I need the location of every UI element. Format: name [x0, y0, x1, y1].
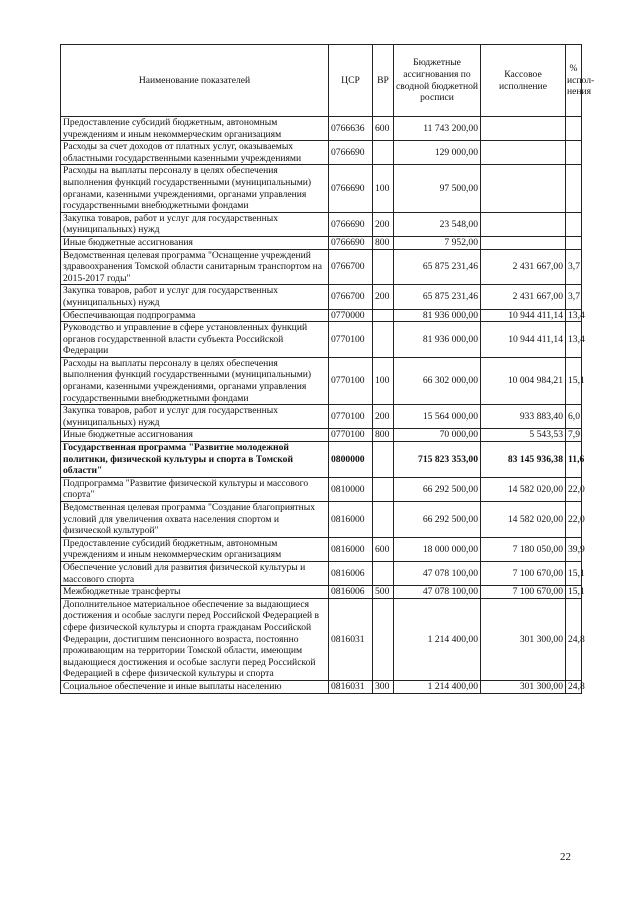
- cell-percent: 6,0: [566, 405, 582, 429]
- cell-planned: 66 292 500,00: [394, 502, 481, 538]
- cell-csr: 0770100: [329, 322, 373, 358]
- cell-percent: [566, 236, 582, 249]
- cell-name: Социальное обеспечение и иные выплаты населению: [61, 680, 329, 693]
- header-percent: % испол-нения: [566, 45, 582, 117]
- cell-percent: 7,9: [566, 429, 582, 442]
- cell-name: Иные бюджетные ассигнования: [61, 429, 329, 442]
- cell-vr: 600: [373, 537, 394, 561]
- cell-name: Закупка товаров, работ и услуг для государственных (муниципальных) нужд: [61, 212, 329, 236]
- cell-name: Предоставление субсидий бюджетным, автономным учреждениям и иным некоммерческим организациям: [61, 117, 329, 141]
- cell-csr: 0766690: [329, 212, 373, 236]
- table-row: [61, 442, 582, 478]
- cell-csr: 0816000: [329, 537, 373, 561]
- cell-vr: [373, 322, 394, 358]
- cell-planned: 81 936 000,00: [394, 309, 481, 322]
- cell-planned: 7 952,00: [394, 236, 481, 249]
- table-row: [61, 680, 582, 693]
- cell-executed: 301 300,00: [481, 598, 566, 680]
- cell-planned: 47 078 100,00: [394, 586, 481, 599]
- cell-planned: 11 743 200,00: [394, 117, 481, 141]
- cell-planned: 65 875 231,46: [394, 249, 481, 285]
- cell-csr: 0766690: [329, 236, 373, 249]
- cell-vr: [373, 598, 394, 680]
- cell-vr: 600: [373, 117, 394, 141]
- table-row: [61, 561, 582, 585]
- cell-planned: 81 936 000,00: [394, 322, 481, 358]
- cell-vr: 200: [373, 405, 394, 429]
- cell-executed: 10 004 984,21: [481, 357, 566, 404]
- cell-vr: 800: [373, 236, 394, 249]
- cell-percent: [566, 165, 582, 212]
- cell-percent: 13,4: [566, 309, 582, 322]
- cell-csr: 0766700: [329, 285, 373, 309]
- cell-percent: 15,1: [566, 357, 582, 404]
- header-executed: Кассовое исполнение: [481, 45, 566, 117]
- table-row: [61, 285, 582, 309]
- cell-executed: 2 431 667,00: [481, 285, 566, 309]
- table-row: [61, 117, 582, 141]
- cell-csr: 0816006: [329, 586, 373, 599]
- cell-csr: 0766690: [329, 165, 373, 212]
- cell-planned: 715 823 353,00: [394, 442, 481, 478]
- cell-executed: [481, 117, 566, 141]
- cell-csr: 0766690: [329, 141, 373, 165]
- table-row: [61, 586, 582, 599]
- cell-executed: 5 543,53: [481, 429, 566, 442]
- cell-percent: 15,1: [566, 561, 582, 585]
- table-row: [61, 502, 582, 538]
- cell-csr: 0816031: [329, 598, 373, 680]
- cell-percent: 3,7: [566, 249, 582, 285]
- cell-name: Подпрограмма "Развитие физической культуры и массового спорта": [61, 477, 329, 501]
- cell-vr: 200: [373, 212, 394, 236]
- cell-executed: 83 145 936,38: [481, 442, 566, 478]
- cell-executed: 933 883,40: [481, 405, 566, 429]
- cell-vr: [373, 309, 394, 322]
- cell-vr: 500: [373, 586, 394, 599]
- cell-percent: 15,1: [566, 586, 582, 599]
- header-name: Наименование показателей: [61, 45, 329, 117]
- cell-vr: [373, 249, 394, 285]
- table-header: [61, 45, 595, 117]
- cell-percent: 11,6: [566, 442, 582, 478]
- cell-name: Закупка товаров, работ и услуг для государственных (муниципальных) нужд: [61, 405, 329, 429]
- cell-csr: 0770000: [329, 309, 373, 322]
- cell-vr: 100: [373, 165, 394, 212]
- cell-percent: 3,7: [566, 285, 582, 309]
- cell-name: Ведомственная целевая программа "Оснащение учреждений здравоохранения Томской области санитарным транспортом на 2015-2017 годы": [61, 249, 329, 285]
- cell-vr: [373, 442, 394, 478]
- cell-percent: 13,4: [566, 322, 582, 358]
- cell-vr: 200: [373, 285, 394, 309]
- cell-csr: 0810000: [329, 477, 373, 501]
- header-vr: ВР: [373, 45, 394, 117]
- table-row: [61, 165, 582, 212]
- cell-percent: 22,0: [566, 477, 582, 501]
- cell-vr: 300: [373, 680, 394, 693]
- cell-planned: 66 302 000,00: [394, 357, 481, 404]
- table-row: [61, 598, 582, 680]
- cell-csr: 0770100: [329, 429, 373, 442]
- cell-executed: 14 582 020,00: [481, 477, 566, 501]
- cell-executed: [481, 236, 566, 249]
- cell-name: Дополнительное материальное обеспечение за выдающиеся достижения и особые заслуги перед Российской Федерацией в сфере физической культуры и спорта гражданам Российской Федерации, достигшим пенсионного возраста, постоянно проживающим на территории Томской области, имеющим выдающиеся достижения и особые заслуги перед Российской Федерацией в сфере физической культуры и спорта: [61, 598, 329, 680]
- cell-planned: 66 292 500,00: [394, 477, 481, 501]
- cell-percent: [566, 117, 582, 141]
- cell-percent: [566, 141, 582, 165]
- cell-executed: [481, 165, 566, 212]
- table-row: [61, 141, 582, 165]
- cell-csr: 0766700: [329, 249, 373, 285]
- cell-percent: 24,8: [566, 680, 582, 693]
- cell-percent: 24,8: [566, 598, 582, 680]
- table-row: [61, 236, 582, 249]
- cell-planned: 15 564 000,00: [394, 405, 481, 429]
- cell-csr: 0766636: [329, 117, 373, 141]
- cell-vr: [373, 141, 394, 165]
- budget-table: [60, 44, 595, 694]
- table-row: [61, 249, 582, 285]
- table-row: [61, 537, 582, 561]
- header-csr: ЦСР: [329, 45, 373, 117]
- cell-vr: [373, 502, 394, 538]
- cell-planned: 1 214 400,00: [394, 680, 481, 693]
- cell-name: Ведомственная целевая программа "Создание благоприятных условий для увеличения охвата населения спортом и физической культурой": [61, 502, 329, 538]
- cell-executed: 7 180 050,00: [481, 537, 566, 561]
- cell-csr: 0770100: [329, 405, 373, 429]
- cell-planned: 129 000,00: [394, 141, 481, 165]
- cell-name: Расходы на выплаты персоналу в целях обеспечения выполнения функций государственными (муниципальными) органами, казенными учреждениями, органами управления государственными внебюджетными фондами: [61, 165, 329, 212]
- cell-name: Расходы за счет доходов от платных услуг, оказываемых областными государственными казенными учреждениями: [61, 141, 329, 165]
- cell-planned: 18 000 000,00: [394, 537, 481, 561]
- table-row: [61, 405, 582, 429]
- cell-name: Обеспечивающая подпрограмма: [61, 309, 329, 322]
- cell-planned: 65 875 231,46: [394, 285, 481, 309]
- header-planned: Бюджетные ассигнования по сводной бюджетной росписи: [394, 45, 481, 117]
- table-row: [61, 322, 582, 358]
- cell-name: Закупка товаров, работ и услуг для государственных (муниципальных) нужд: [61, 285, 329, 309]
- cell-executed: [481, 212, 566, 236]
- cell-executed: 2 431 667,00: [481, 249, 566, 285]
- cell-planned: 70 000,00: [394, 429, 481, 442]
- cell-planned: 97 500,00: [394, 165, 481, 212]
- cell-vr: [373, 561, 394, 585]
- cell-csr: 0816031: [329, 680, 373, 693]
- cell-planned: 23 548,00: [394, 212, 481, 236]
- cell-vr: [373, 477, 394, 501]
- cell-executed: 10 944 411,14: [481, 309, 566, 322]
- cell-executed: 301 300,00: [481, 680, 566, 693]
- cell-name: Обеспечение условий для развития физической культуры и массового спорта: [61, 561, 329, 585]
- table-row: [61, 357, 582, 404]
- cell-planned: 1 214 400,00: [394, 598, 481, 680]
- cell-planned: 47 078 100,00: [394, 561, 481, 585]
- cell-percent: [566, 212, 582, 236]
- cell-name: Межбюджетные трансферты: [61, 586, 329, 599]
- cell-executed: [481, 141, 566, 165]
- cell-percent: 22,0: [566, 502, 582, 538]
- page-number: 22: [560, 851, 571, 863]
- cell-vr: 100: [373, 357, 394, 404]
- cell-percent: 39,9: [566, 537, 582, 561]
- table-row: [61, 212, 582, 236]
- cell-executed: 7 100 670,00: [481, 586, 566, 599]
- cell-name: Предоставление субсидий бюджетным, автономным учреждениям и иным некоммерческим организациям: [61, 537, 329, 561]
- cell-vr: 800: [373, 429, 394, 442]
- cell-name: Руководство и управление в сфере установленных функций органов государственной власти субъекта Российской Федерации: [61, 322, 329, 358]
- cell-executed: 14 582 020,00: [481, 502, 566, 538]
- table-row: [61, 477, 582, 501]
- cell-name: Расходы на выплаты персоналу в целях обеспечения выполнения функций государственными (муниципальными) органами, казенными учреждениями, органами управления государственными внебюджетными фондами: [61, 357, 329, 404]
- cell-csr: 0816006: [329, 561, 373, 585]
- table-body: [61, 117, 585, 694]
- cell-executed: 7 100 670,00: [481, 561, 566, 585]
- table-row: [61, 429, 582, 442]
- cell-executed: 10 944 411,14: [481, 322, 566, 358]
- cell-csr: 0800000: [329, 442, 373, 478]
- cell-name: Иные бюджетные ассигнования: [61, 236, 329, 249]
- cell-name: Государственная программа "Развитие молодежной политики, физической культуры и спорта в Томской области": [61, 442, 329, 478]
- cell-csr: 0770100: [329, 357, 373, 404]
- table-row: [61, 309, 582, 322]
- cell-csr: 0816000: [329, 502, 373, 538]
